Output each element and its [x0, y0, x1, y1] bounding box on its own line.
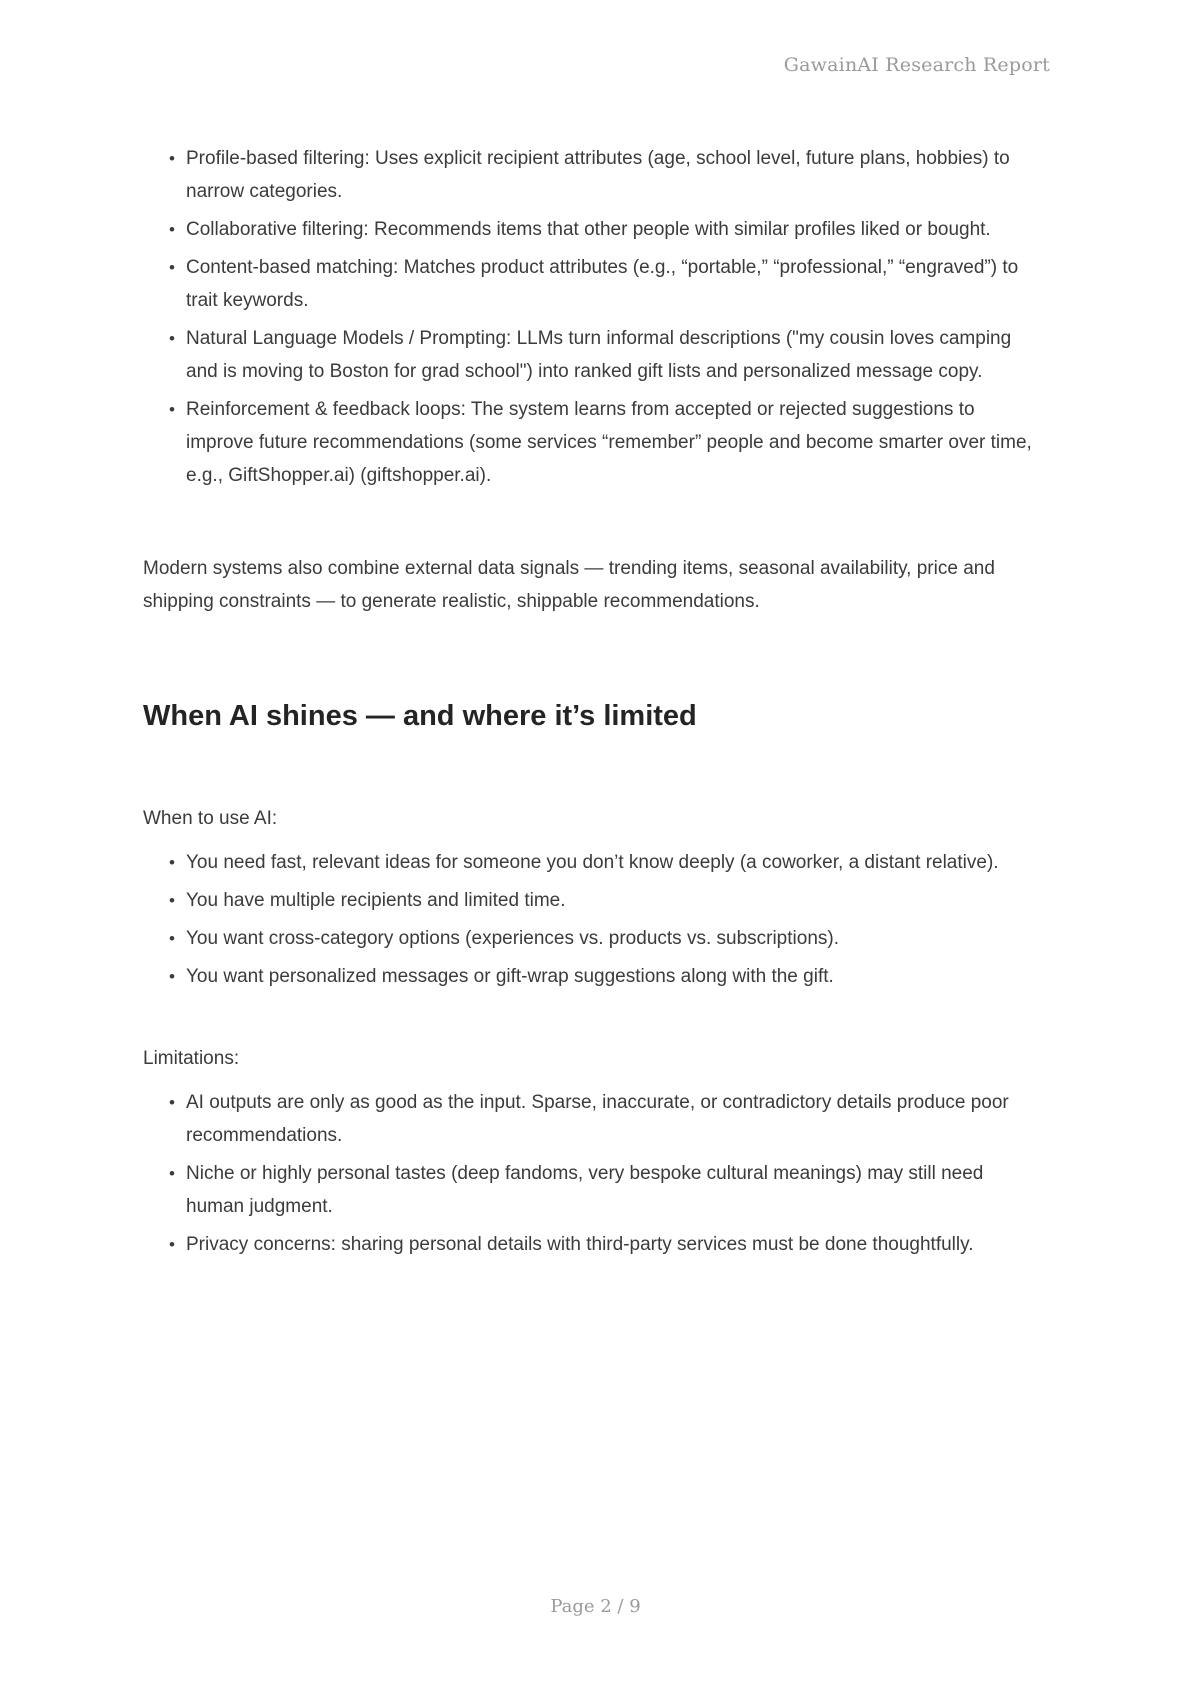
list-item: • Collaborative filtering: Recommends items that other people with similar profiles liked or bought. [143, 213, 1035, 246]
methods-bullet-list [143, 142, 1035, 492]
list-item: • You have multiple recipients and limited time. [143, 884, 1035, 917]
section-heading: When AI shines — and where it’s limited [143, 700, 697, 732]
list-item: • Reinforcement & feedback loops: The system learns from accepted or rejected suggestions to improve future recommendations (some services “remember” people and become smarter over time, e.g., GiftShopper.ai) (giftshopper.ai). [143, 393, 1035, 492]
page-content [143, 142, 1035, 1266]
list-item: • Profile-based filtering: Uses explicit recipient attributes (age, school level, future plans, hobbies) to narrow categories. [143, 142, 1035, 208]
modern-systems-paragraph: Modern systems also combine external data signals — trending items, seasonal availability, price and shipping constraints — to generate realistic, shippable recommendations. [143, 558, 995, 612]
limitations-label: Limitations: [143, 1048, 240, 1069]
list-item: • Natural Language Models / Prompting: LLMs turn informal descriptions ("my cousin loves camping and is moving to Boston for grad school") into ranked gift lists and personalized message copy. [143, 322, 1035, 388]
list-item: • You want personalized messages or gift-wrap suggestions along with the gift. [143, 960, 1035, 993]
list-item: • You need fast, relevant ideas for someone you don’t know deeply (a coworker, a distant relative). [143, 846, 1035, 879]
limitations-bullet-list [143, 1086, 1035, 1261]
list-item: • Niche or highly personal tastes (deep fandoms, very bespoke cultural meanings) may still need human judgment. [143, 1157, 1035, 1223]
page-number: Page 2 / 9 [550, 1596, 641, 1617]
when-to-use-label: When to use AI: [143, 808, 278, 829]
list-item: • Privacy concerns: sharing personal details with third-party services must be done thoughtfully. [143, 1228, 1035, 1261]
list-item: • Content-based matching: Matches product attributes (e.g., “portable,” “professional,” “engraved”) to trait keywords. [143, 251, 1035, 317]
page-header-title: GawainAI Research Report [783, 54, 1050, 76]
list-item: • AI outputs are only as good as the input. Sparse, inaccurate, or contradictory details produce poor recommendations. [143, 1086, 1035, 1152]
list-item: • You want cross-category options (experiences vs. products vs. subscriptions). [143, 922, 1035, 955]
when-to-use-bullet-list [143, 846, 1035, 993]
